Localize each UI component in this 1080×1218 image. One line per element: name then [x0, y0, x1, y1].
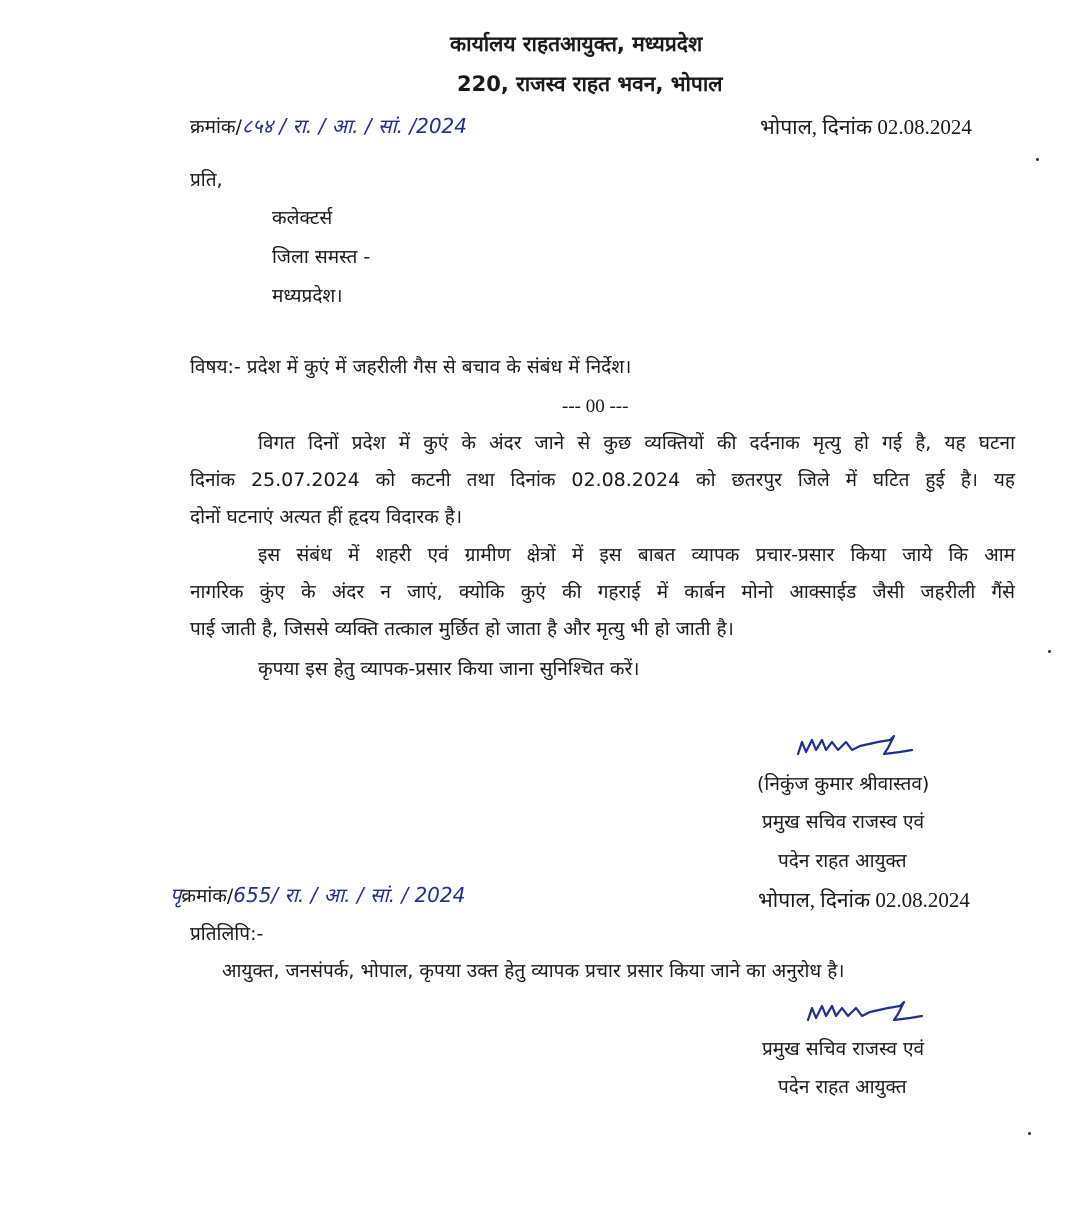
separator: --- 00 ---: [562, 396, 629, 417]
body-paragraph-3: कृपया इस हेतु व्यापक-प्रसार किया जाना सुनिश्चित करें।: [258, 658, 640, 680]
copy-label: प्रतिलिपि:-: [190, 923, 264, 945]
recipient-line: कलेक्टर्स: [272, 207, 333, 229]
body-paragraph-2: [190, 537, 1015, 648]
signature-mark: [790, 728, 920, 768]
recipient-prefix: प्रति,: [190, 169, 223, 191]
office-address: 220, राजस्व राहत भवन, भोपाल: [457, 72, 723, 96]
reference-label: क्रमांक/: [190, 116, 242, 138]
paragraph-line: नागरिक कुंए के अंदर न जाएं, क्योकि कुएं की गहराई में कार्बन मोनो आक्साईड जैसी जहरीली गैंसे: [190, 581, 1015, 603]
office-title: कार्यालय राहतआयुक्त, मध्यप्रदेश: [450, 32, 703, 56]
signatory-designation: पदेन राहत आयुक्त: [778, 1076, 907, 1098]
place-date-1: भोपाल, दिनांक 02.08.2024: [760, 115, 972, 139]
reference-number-1: [190, 112, 467, 139]
scan-speck: [1028, 1132, 1031, 1135]
signatory-name: (निकुंज कुमार श्रीवास्तव): [757, 773, 930, 795]
signatory-designation: प्रमुख सचिव राजस्व एवं: [762, 1038, 925, 1060]
signature-mark: [800, 994, 930, 1034]
signatory-designation: प्रमुख सचिव राजस्व एवं: [762, 811, 925, 833]
handwritten-reference: 655/ रा. / आ. / सां. / 2024: [233, 883, 466, 907]
reference-number-2: [170, 881, 465, 908]
paragraph-line: दोनों घटनाएं अत्यत हीं हृदय विदारक है।: [190, 506, 463, 528]
recipient-line: मध्यप्रदेश।: [272, 285, 343, 307]
paragraph-line: इस संबंध में शहरी एवं ग्रामीण क्षेत्रों में इस बाबत व्यापक प्रचार-प्रसार किया जाये कि आम: [258, 544, 1015, 566]
signatory-designation: पदेन राहत आयुक्त: [778, 850, 907, 872]
reference-label: क्रमांक/: [181, 885, 234, 907]
body-paragraph-1: [190, 425, 1015, 536]
paragraph-line: दिनांक 25.07.2024 को कटनी तथा दिनांक 02.08.2024 को छतरपुर जिले में घटित हुई है। यह: [190, 469, 1015, 491]
subject-line: विषय:- प्रदेश में कुएं में जहरीली गैस से बचाव के संबंध में निर्देश।: [190, 356, 632, 378]
handwritten-prefix: पृ: [170, 883, 182, 907]
paragraph-line: विगत दिनों प्रदेश में कुएं के अंदर जाने से कुछ व्यक्तियों की दर्दनाक मृत्यु हो गई है, यह घटना: [258, 432, 1015, 454]
place-date-2: भोपाल, दिनांक 02.08.2024: [758, 888, 970, 912]
recipient-line: जिला समस्त -: [272, 246, 371, 268]
copy-text: आयुक्त, जनसंपर्क, भोपाल, कृपया उक्त हेतु व्यापक प्रचार प्रसार किया जाने का अनुरोध है।: [222, 960, 845, 982]
scan-speck: [1036, 158, 1039, 161]
handwritten-reference: ८५४ / रा. / आ. / सां. /2024: [241, 114, 468, 138]
paragraph-line: पाई जाती है, जिससे व्यक्ति तत्काल मुर्छित हो जाता है और मृत्यु भी हो जाती है।: [190, 618, 734, 640]
scan-speck: [1048, 650, 1051, 653]
